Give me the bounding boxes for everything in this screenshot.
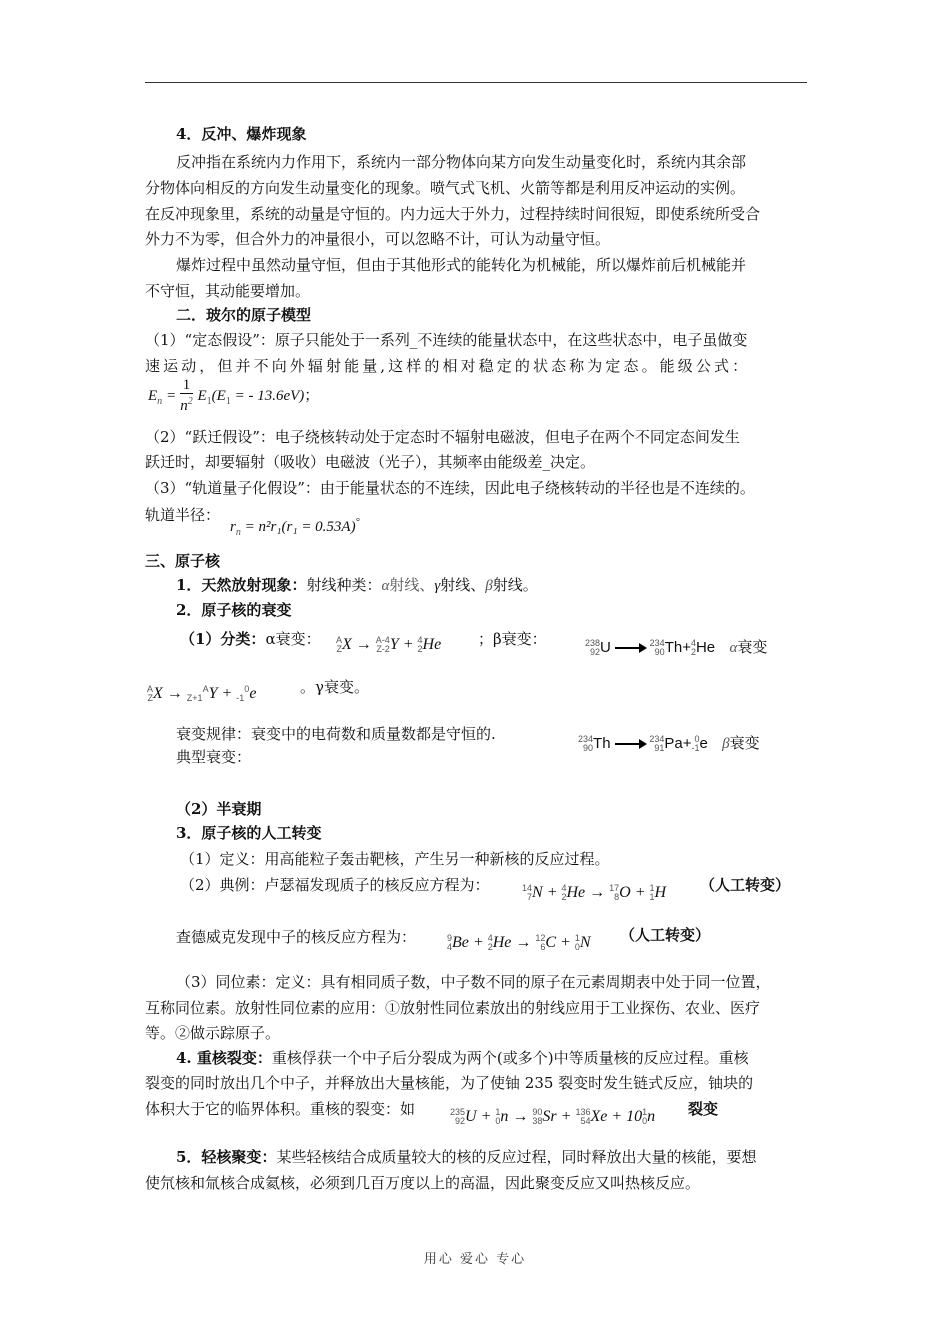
gamma-decay-label: 。γ衰变。 <box>300 678 369 696</box>
typical-decay: 典型衰变： <box>176 748 252 766</box>
isotope-line3: 等。②做示踪原子。 <box>145 1024 281 1042</box>
natural-radiation: 1．天然放射现象：射线种类：α射线、γ射线、β射线。 <box>176 576 538 594</box>
sec4-p1-line4: 外力不为零，但合外力的冲量很小，可以忽略不计，可认为动量守恒。 <box>145 230 611 248</box>
bohr-h2-line1: （2）“跃迁假设”：电子绕核转动处于定态时不辐射电磁波，但电子在两个不同定态间发生 <box>145 428 740 446</box>
artificial-transmutation-title: 3．原子核的人工转变 <box>176 824 322 842</box>
isotope-line2: 互称同位素。放射性同位素的应用：①放射性同位素放出的射线应用于工业探伤、农业、医疗 <box>145 999 761 1017</box>
rutherford-text: （2）典例：卢瑟福发现质子的核反应方程为： <box>180 876 490 894</box>
section4-title: 4．反冲、爆炸现象 <box>176 125 307 143</box>
decay-classification: （1）分类：α衰变： <box>180 630 321 648</box>
bohr-h3: （3）“轨道量子化假设”：由于能量状态的不连续，因此电子绕核转动的半径也是不连续的。 <box>145 479 755 497</box>
fission-line3: 体积大于它的临界体积。重核的裂变：如 <box>145 1100 416 1118</box>
header-rule <box>145 82 807 83</box>
beta-decay-label: ；β衰变： <box>478 630 547 648</box>
fusion-line2: 使氘核和氚核合成氦核，必须到几百万度以上的高温，因此聚变反应又叫热核反应。 <box>145 1174 701 1192</box>
artificial-label-1: （人工转变） <box>700 876 791 894</box>
fraction-1-over-n2: $\frac{1}{n^2}$ <box>180 377 193 414</box>
decay-title: 2．原子核的衰变 <box>176 601 292 619</box>
chadwick-equation: 9 4 Be + 4 2 He → 12 6 C + 1 0 N <box>447 933 591 953</box>
page-footer: 用心 爱心 专心 <box>423 1252 527 1267</box>
radius-formula: $r_n = n^2r_1(r_1 = 0.53A)^\circ$ <box>230 517 360 538</box>
beta-decay-equation: A Z X → Z+1 A Y + -1 0 e <box>147 684 257 704</box>
rutherford-equation: 14 7 N + 4 2 He → 17 8 O + 1 1 H <box>522 883 667 903</box>
fusion-line1: 5．轻核聚变：某些轻核结合成质量较大的核的反应过程，同时释放出大量的核能，要想 <box>176 1148 757 1166</box>
beta-decay-example: 234 90 Th 234 91 Pa+ 0 -1 e β衰变 <box>578 734 760 753</box>
bohr-title: 二．玻尔的原子模型 <box>176 306 312 324</box>
chadwick-text: 查德威克发现中子的核反应方程为： <box>176 928 417 946</box>
radius-label: 轨道半径： <box>145 506 221 524</box>
sec4-p1-line3: 在反冲现象里，系统的动量是守恒的。内力远大于外力，过程持续时间很短，即使系统所受合 <box>145 205 761 223</box>
transmutation-definition: （1）定义：用高能粒子轰击靶核，产生另一种新核的反应过程。 <box>180 850 610 868</box>
decay-rule: 衰变规律：衰变中的电荷数和质量数都是守恒的. <box>176 725 496 743</box>
fission-equation: 235 92 U + 1 0 n → 90 38 Sr + 136 54 Xe + 10 1 0 n <box>450 1107 656 1127</box>
arrow-icon <box>615 743 641 745</box>
alpha-decay-example: 238 92 U 234 90 Th+ 4 2 He α衰变 <box>585 638 768 657</box>
nucleus-title: 三、原子核 <box>145 552 221 570</box>
fission-label: 裂变 <box>688 1100 719 1118</box>
sec4-p2-line2: 不守恒，其动能要增加。 <box>145 282 311 300</box>
bohr-h1-line2: 速运动，但并不向外辐射能量,这样的相对稳定的状态称为定态。能级公式： <box>145 357 751 375</box>
artificial-label-2: （人工转变） <box>620 926 711 944</box>
fission-line2: 裂变的同时放出几个中子，并释放出大量核能，为了使铀 235 裂变时发生链式反应，铀块的 <box>145 1074 754 1092</box>
sec4-p1-line1: 反冲指在系统内力作用下，系统内一部分物体向某方向发生动量变化时，系统内其余部 <box>176 153 747 171</box>
fission-line1: 4. 重核裂变：重核俘获一个中子后分裂成为两个(或多个)中等质量核的反应过程。重核 <box>176 1049 749 1067</box>
bohr-h1-line1: （1）“定态假设”：原子只能处于一系列_不连续的能量状态中，在这些状态中，电子虽做变 <box>145 331 748 349</box>
energy-level-formula: $E_n$ = $\frac{1}{n^2}$ $E_1(E_1$ = - 13.6eV)； <box>148 377 320 414</box>
half-life: （2）半衰期 <box>176 800 262 818</box>
arrow-icon <box>615 647 641 649</box>
isotope-line1: （3）同位素：定义：具有相同质子数，中子数不同的原子在元素周期表中处于同一位置， <box>176 973 771 991</box>
sec4-p2-line1: 爆炸过程中虽然动量守恒，但由于其他形式的能转化为机械能，所以爆炸前后机械能并 <box>176 256 747 274</box>
alpha-decay-equation: A Z X → A-4 Z-2 Y + 4 2 He <box>336 635 442 655</box>
sec4-p1-line2: 分物体向相反的方向发生动量变化的现象。喷气式飞机、火箭等都是利用反冲运动的实例。 <box>145 179 746 197</box>
bohr-h2-line2: 跃迁时，却要辐射（吸收）电磁波（光子），其频率由能级差_决定。 <box>145 453 596 471</box>
